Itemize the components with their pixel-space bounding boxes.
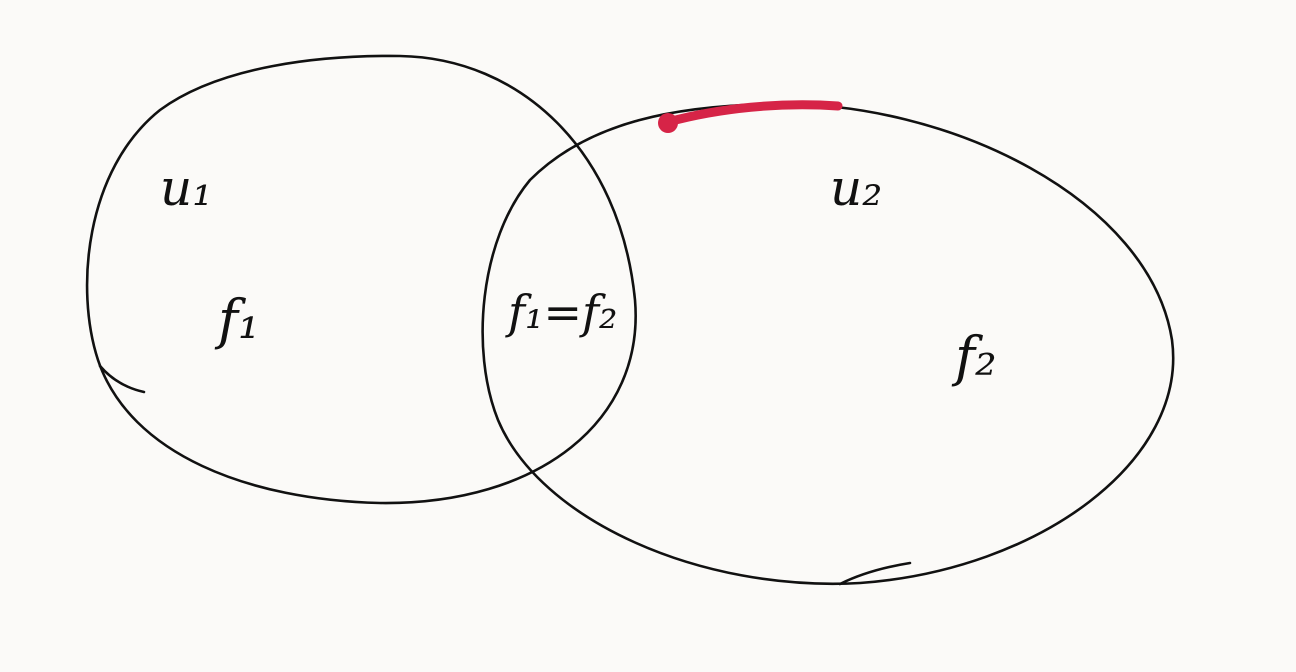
open-set-u1-label: u₁ [160, 159, 213, 217]
function-f2-label: f₂ [955, 325, 997, 388]
open-set-u2-label: u₂ [830, 159, 883, 217]
open-set-u1-boundary [87, 56, 636, 503]
function-f1-label: f₁ [218, 288, 260, 351]
open-set-u2-boundary [483, 104, 1174, 584]
intersection-label: f₁=f₂ [508, 285, 618, 339]
highlight-dot [658, 113, 678, 133]
highlight-stroke [668, 105, 838, 122]
